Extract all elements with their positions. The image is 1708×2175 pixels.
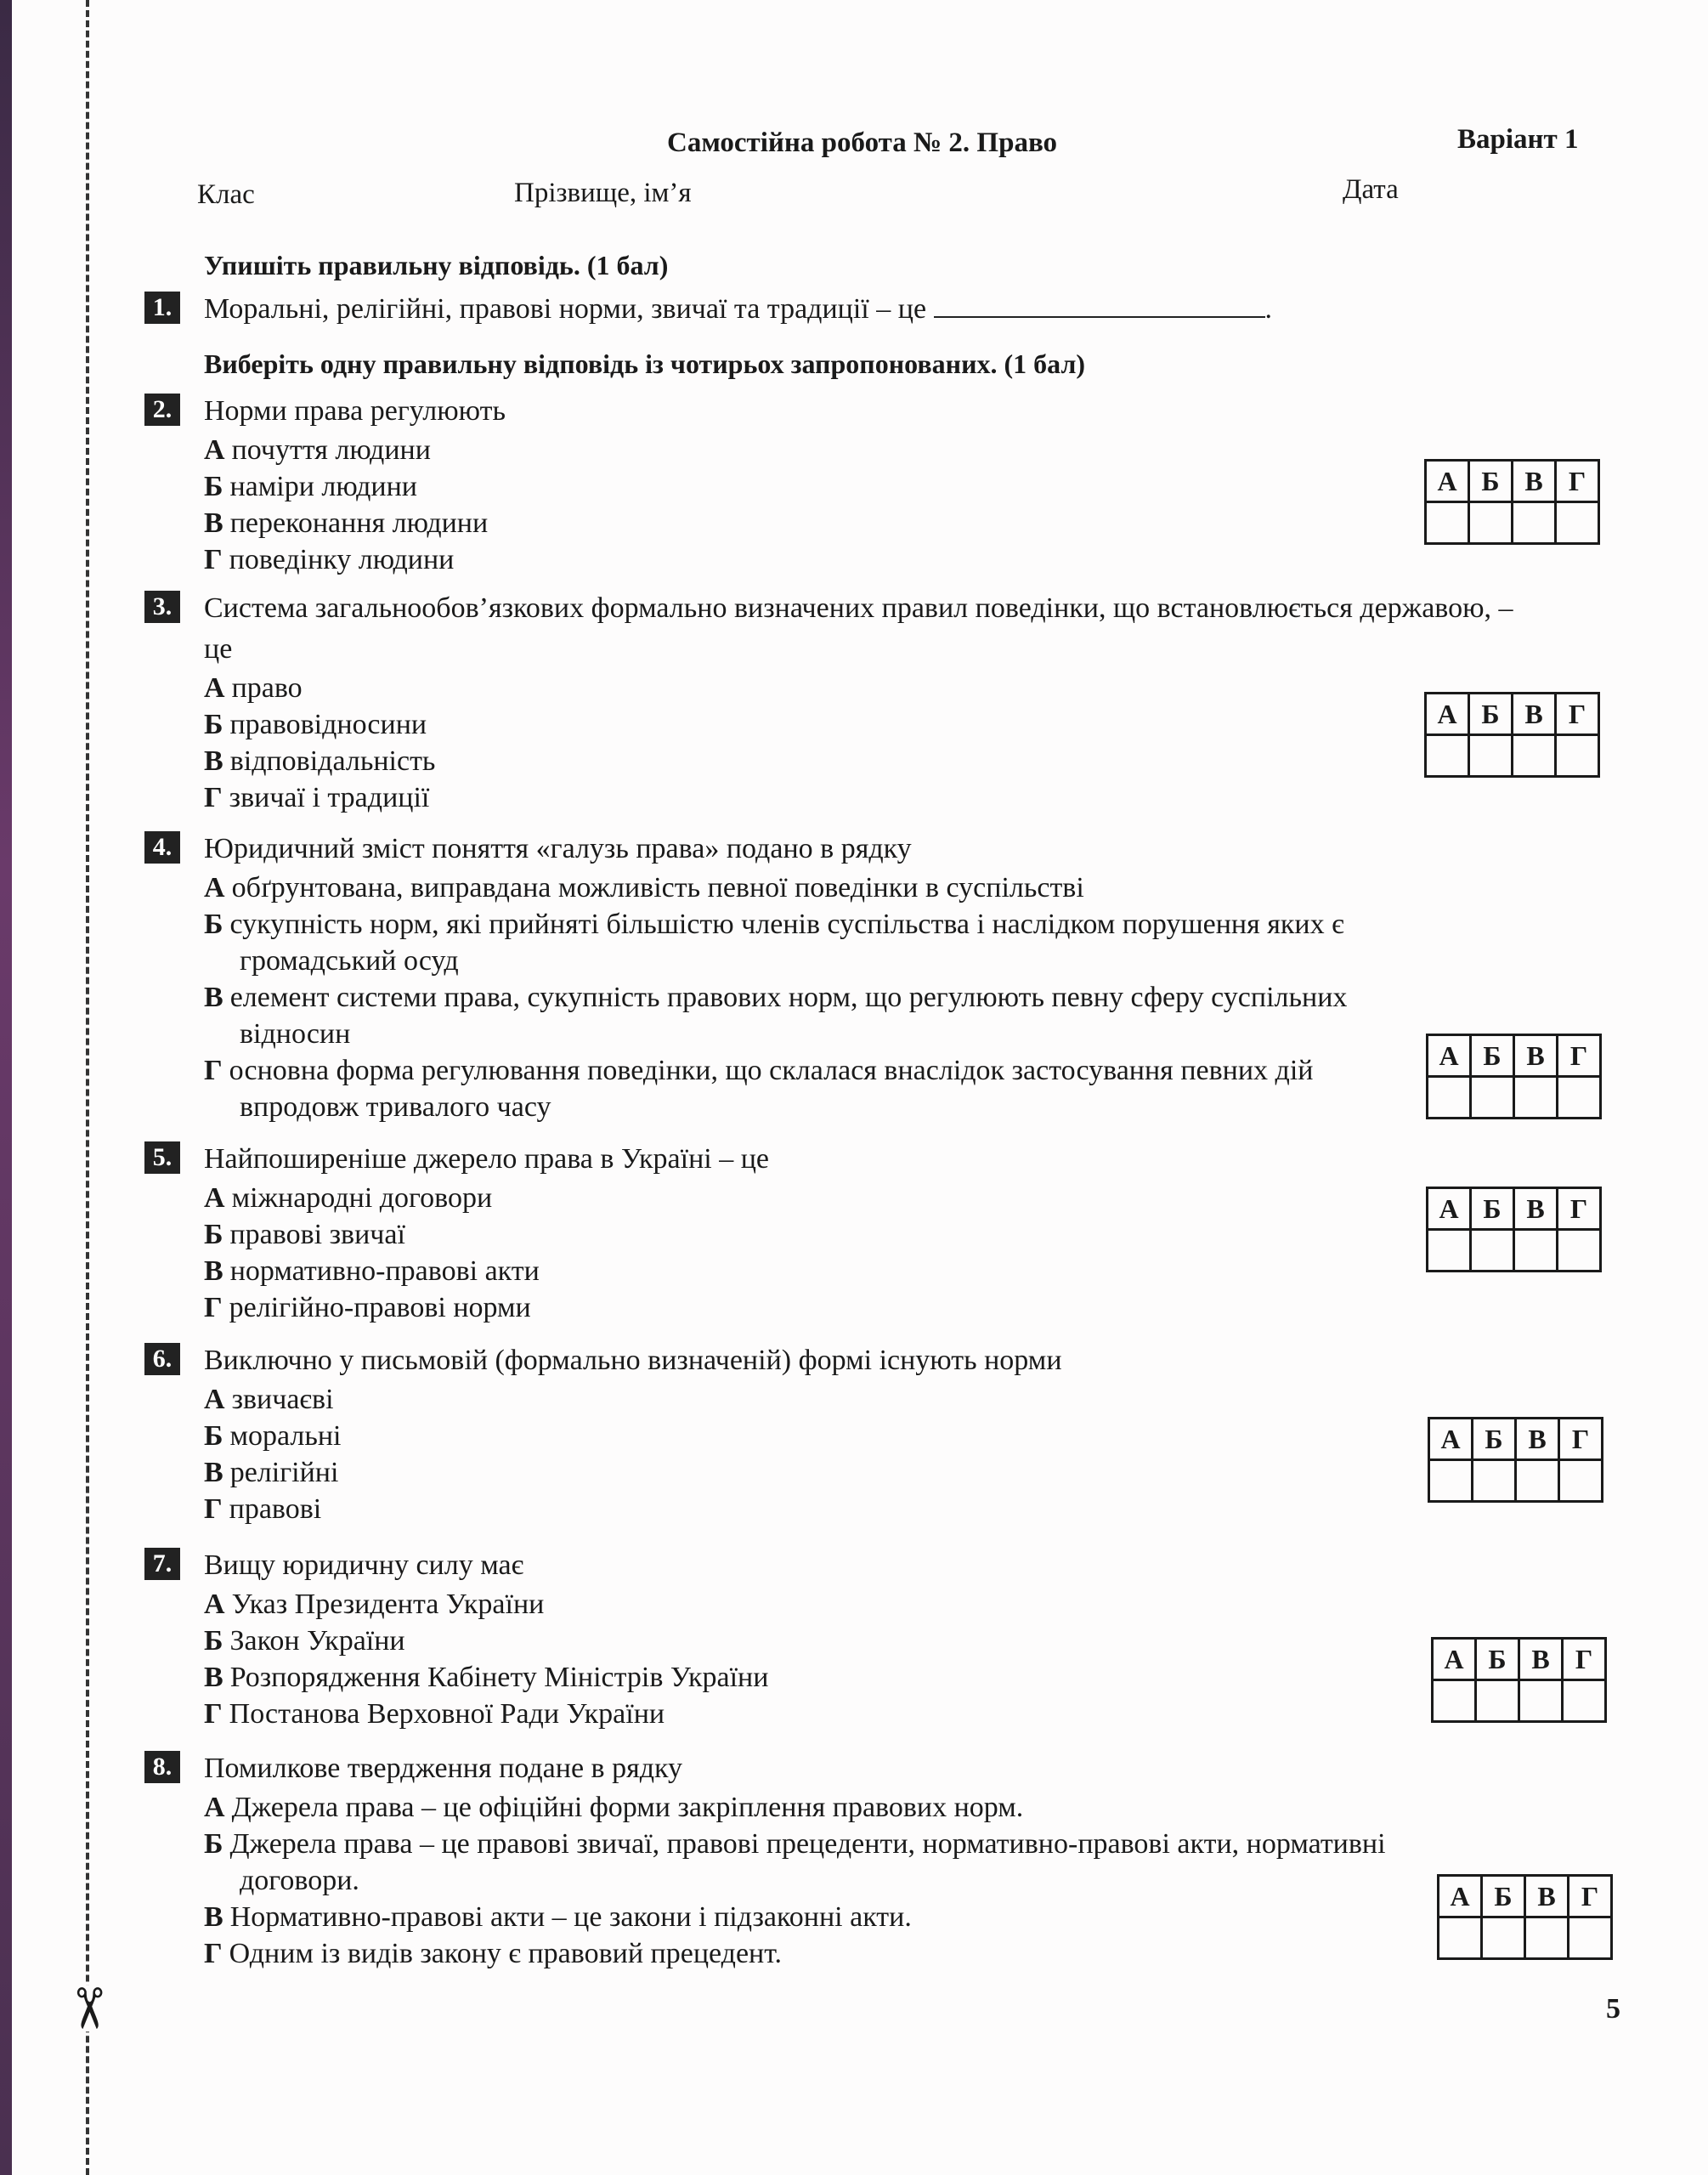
option-d: Г правові [204,1493,322,1525]
grid-letter: Г [1569,1876,1612,1917]
answer-cell[interactable] [1469,735,1513,777]
option-b: Б правовідносини [204,709,427,740]
scissors-icon: ✂ [55,1985,122,2032]
question-number: 2. [144,394,180,426]
grid-letter: А [1426,461,1469,502]
page-number: 5 [1606,1993,1620,2025]
question-4 [144,829,1572,1125]
answer-cell[interactable] [1556,735,1599,777]
answer-cell[interactable] [1516,1460,1559,1502]
question-text: Вищу юридичну силу має [204,1549,524,1581]
answer-cell[interactable] [1428,1077,1471,1119]
option-c: В нормативно-правові акти [204,1255,540,1287]
question-3 [144,588,1572,816]
question-text: Норми права регулюють [204,395,506,427]
answer-cell[interactable] [1559,1460,1603,1502]
option-b: Б наміри людини [204,471,417,502]
grid-letter: Б [1471,1188,1514,1230]
question-text: Виключно у письмовій (формально визначеній) формі існують норми [204,1345,1062,1376]
question-1 [144,289,1572,330]
date-label: Дата [1343,174,1399,205]
grid-letter: Г [1556,461,1599,502]
answer-cell[interactable] [1482,1917,1525,1959]
grid-letter: В [1513,461,1556,502]
answer-cell[interactable] [1558,1077,1601,1119]
question-number: 5. [144,1141,180,1174]
option-b: Б Джерела права – це правові звичаї, правові прецеденти, нормативно-правові акти, нормативні договори. [204,1828,1386,1896]
grid-letter: Г [1556,694,1599,735]
option-a: А обґрунтована, виправдана можливість певної поведінки в суспільстві [204,872,1084,903]
answer-cell[interactable] [1514,1077,1558,1119]
question-5 [144,1139,1572,1326]
grid-letter: Б [1482,1876,1525,1917]
class-label: Клас [197,179,255,210]
option-d: Г релігійно-правові норми [204,1292,531,1323]
grid-letter: А [1426,694,1469,735]
question-number: 7. [144,1548,180,1580]
grid-letter: А [1428,1188,1471,1230]
grid-letter: Б [1469,694,1513,735]
answer-cell[interactable] [1426,502,1469,544]
question-number: 4. [144,831,180,864]
option-c: В Нормативно-правові акти – це закони і підзаконні акти. [204,1901,912,1933]
option-c: В переконання людини [204,507,489,539]
answer-cell[interactable] [1519,1680,1563,1722]
answer-cell[interactable] [1469,502,1513,544]
grid-letter: В [1519,1639,1563,1680]
grid-letter: Б [1471,1035,1514,1077]
grid-letter: А [1433,1639,1476,1680]
option-c: В Розпорядження Кабінету Міністрів України [204,1662,769,1693]
answer-cell[interactable] [1473,1460,1516,1502]
grid-letter: В [1513,694,1556,735]
grid-letter: Г [1563,1639,1606,1680]
answer-cell[interactable] [1471,1230,1514,1272]
grid-letter: Б [1476,1639,1519,1680]
question-2 [144,391,1572,578]
question-text: Найпоширеніше джерело права в Україні – це [204,1143,770,1175]
answer-grid-5 [1426,1187,1602,1272]
answer-grid-2 [1424,459,1600,545]
option-a: А звичаєві [204,1384,334,1415]
answer-cell[interactable] [1433,1680,1476,1722]
answer-grid-8 [1437,1874,1613,1960]
grid-letter: Б [1473,1419,1516,1460]
answer-cell[interactable] [1513,735,1556,777]
answer-blank[interactable] [934,292,1265,318]
answer-cell[interactable] [1439,1917,1482,1959]
question-text: Система загальнообов’язкових формально визначених правил поведінки, що встановлюється державою, – це [204,592,1513,665]
name-label: Прізвище, ім’я [514,178,692,208]
instruction-write: Упишіть правильну відповідь. (1 бал) [204,250,669,280]
page-edge [0,0,12,2175]
answer-cell[interactable] [1514,1230,1558,1272]
instruction-choose: Виберіть одну правильну відповідь із чотирьох запропонованих. (1 бал) [204,348,1086,379]
option-d: Г Постанова Верховної Ради України [204,1698,665,1730]
question-number: 3. [144,591,180,623]
answer-cell[interactable] [1558,1230,1601,1272]
option-d: Г поведінку людини [204,544,455,575]
option-b: Б моральні [204,1420,342,1452]
option-d: Г звичаї і традиції [204,782,430,813]
answer-grid-4 [1426,1034,1602,1119]
question-text: Моральні, релігійні, правові норми, звичаї та традиції – це . [204,293,1273,325]
question-text: Помилкове твердження подане в рядку [204,1753,683,1784]
option-b: Б правові звичаї [204,1219,405,1250]
answer-cell[interactable] [1563,1680,1606,1722]
question-text: Юридичний зміст поняття «галузь права» подано в рядку [204,833,912,864]
question-number: 6. [144,1343,180,1375]
question-8 [144,1748,1572,1972]
question-7 [144,1545,1572,1732]
grid-letter: В [1516,1419,1559,1460]
answer-cell[interactable] [1569,1917,1612,1959]
option-a: А Джерела права – це офіційні форми закріплення правових норм. [204,1792,1024,1823]
option-a: А міжнародні договори [204,1182,493,1214]
option-a: А Указ Президента України [204,1589,545,1620]
grid-letter: А [1428,1035,1471,1077]
option-a: А почуття людини [204,434,431,466]
page-title: Самостійна робота № 2. Право [667,127,1058,158]
grid-letter: В [1514,1035,1558,1077]
variant-label: Варіант 1 [1457,124,1579,155]
answer-cell[interactable] [1429,1460,1473,1502]
option-b: Б сукупність норм, які прийняті більшістю членів суспільства і наслідком порушення яких є громадський осуд [204,909,1344,977]
answer-grid-7 [1431,1637,1607,1723]
option-c: В відповідальність [204,745,436,777]
answer-cell[interactable] [1513,502,1556,544]
grid-letter: А [1429,1419,1473,1460]
answer-cell[interactable] [1426,735,1469,777]
answer-cell[interactable] [1525,1917,1569,1959]
cut-line [86,0,89,2175]
answer-cell[interactable] [1428,1230,1471,1272]
option-d: Г Одним із видів закону є правовий прецедент. [204,1938,783,1969]
question-number: 8. [144,1751,180,1783]
option-d: Г основна форма регулювання поведінки, що склалася внаслідок застосування певних дій впродовж тривалого часу [204,1055,1314,1123]
question-6 [144,1340,1572,1527]
grid-letter: Б [1469,461,1513,502]
grid-letter: Г [1558,1035,1601,1077]
option-b: Б Закон України [204,1625,405,1657]
grid-letter: В [1525,1876,1569,1917]
grid-letter: Г [1559,1419,1603,1460]
grid-letter: Г [1558,1188,1601,1230]
option-c: В релігійні [204,1457,339,1488]
answer-grid-3 [1424,692,1600,778]
answer-cell[interactable] [1471,1077,1514,1119]
grid-letter: А [1439,1876,1482,1917]
answer-cell[interactable] [1556,502,1599,544]
option-c: В елемент системи права, сукупність правових норм, що регулюють певну сферу суспільних відносин [204,982,1348,1050]
option-a: А право [204,672,303,704]
answer-grid-6 [1428,1417,1603,1503]
grid-letter: В [1514,1188,1558,1230]
answer-cell[interactable] [1476,1680,1519,1722]
question-number: 1. [144,292,180,324]
